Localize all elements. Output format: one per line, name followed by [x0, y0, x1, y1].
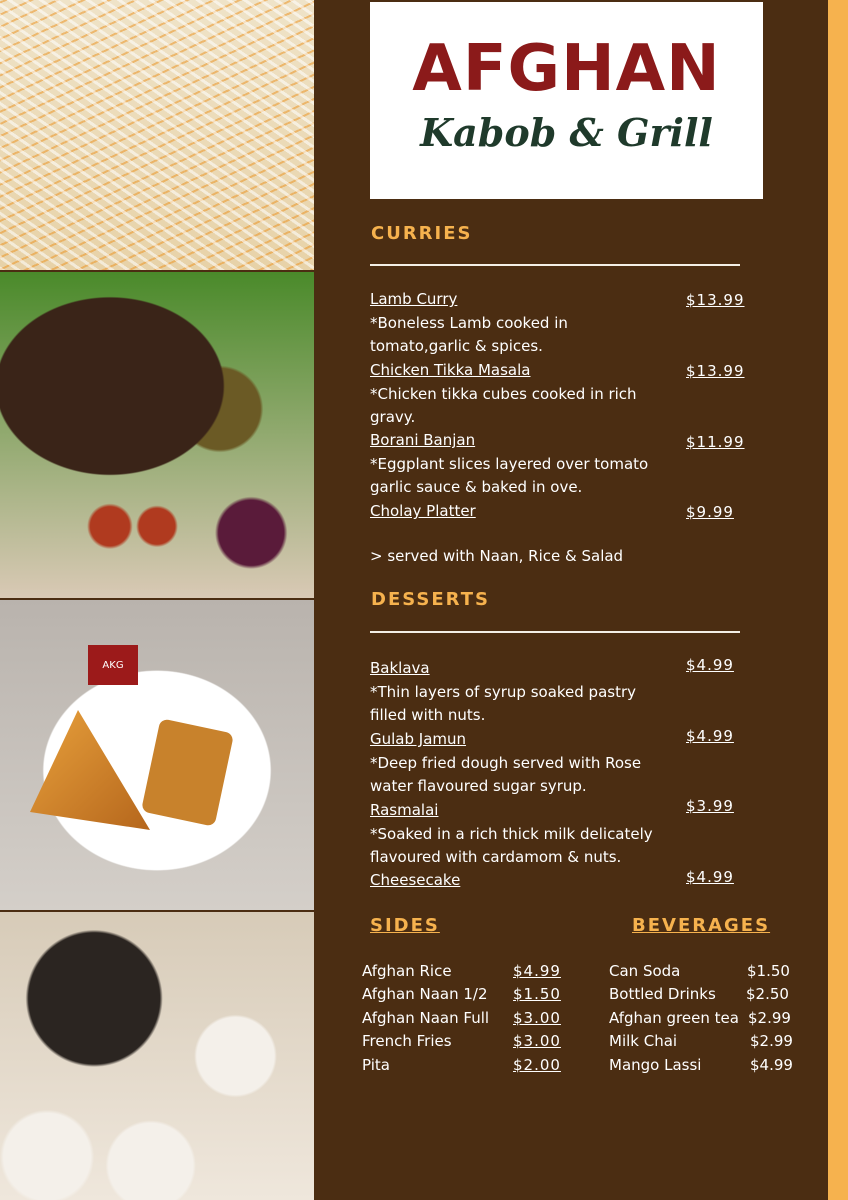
item-desc: *Chicken tikka cubes cooked in rich gravy.: [370, 384, 637, 426]
sides-row: [362, 1032, 452, 1050]
accent-stripe: [828, 0, 848, 1200]
item-price: $4.99: [686, 656, 734, 674]
item-price: $4.99: [686, 727, 734, 745]
baklava-piece: [30, 710, 150, 830]
item-desc: *Deep fried dough served with Rose water flavoured sugar syrup.: [370, 753, 642, 795]
side-price: $2.00: [513, 1056, 561, 1074]
side-price: $3.00: [513, 1032, 561, 1050]
kabob-platter-photo: [0, 272, 314, 598]
menu-item: [370, 799, 670, 870]
beverage-price: $1.50: [747, 962, 790, 980]
item-name: Borani Banjan: [370, 431, 476, 449]
item-price: $9.99: [686, 503, 734, 521]
item-price: $13.99: [686, 291, 745, 309]
item-name: Gulab Jamun: [370, 730, 467, 748]
side-name: Afghan Rice: [362, 962, 452, 980]
menu-item: [370, 657, 670, 728]
beverage-name: Milk Chai: [609, 1032, 678, 1050]
item-name: Cholay Platter: [370, 502, 476, 520]
beverage-name: Mango Lassi: [609, 1056, 702, 1074]
side-price: $4.99: [513, 962, 561, 980]
desserts-heading: DESSERTS: [371, 589, 490, 610]
sides-row: [362, 962, 452, 980]
chai-photo: [0, 912, 314, 1200]
restaurant-logo: [370, 2, 763, 199]
sides-heading: SIDES: [370, 915, 440, 936]
dessert-plate-photo: [0, 600, 314, 910]
item-price: $4.99: [686, 868, 734, 886]
item-name: Lamb Curry: [370, 290, 458, 308]
item-name: Baklava: [370, 659, 430, 677]
curries-heading: CURRIES: [371, 223, 473, 244]
side-name: Afghan Naan 1/2: [362, 985, 488, 1003]
menu-item: [370, 500, 670, 524]
menu-item: [370, 429, 670, 500]
item-name: Chicken Tikka Masala: [370, 361, 531, 379]
curries-note: > served with Naan, Rice & Salad: [370, 547, 624, 565]
curries-divider: [370, 264, 740, 266]
akg-logo: AKG: [88, 645, 138, 685]
item-name: Rasmalai: [370, 801, 439, 819]
menu-item: [370, 728, 670, 799]
item-desc: *Soaked in a rich thick milk delicately flavoured with cardamom & nuts.: [370, 824, 653, 866]
item-name: Cheesecake: [370, 871, 461, 889]
beverage-price: $2.99: [748, 1009, 791, 1027]
sides-row: [362, 985, 488, 1003]
beverage-price: $2.50: [746, 985, 789, 1003]
beverage-price: $4.99: [750, 1056, 793, 1074]
beverage-price: $2.99: [750, 1032, 793, 1050]
rice-photo: [0, 0, 314, 270]
side-name: French Fries: [362, 1032, 452, 1050]
side-price: $1.50: [513, 985, 561, 1003]
beverage-name: Bottled Drinks: [609, 985, 716, 1003]
item-price: $11.99: [686, 433, 745, 451]
item-desc: *Eggplant slices layered over tomato garlic sauce & baked in ove.: [370, 454, 649, 496]
item-price: $3.99: [686, 797, 734, 815]
side-name: Afghan Naan Full: [362, 1009, 490, 1027]
item-price: $13.99: [686, 362, 745, 380]
beverages-heading: BEVERAGES: [632, 915, 771, 936]
side-price: $3.00: [513, 1009, 561, 1027]
side-name: Pita: [362, 1056, 390, 1074]
item-desc: *Thin layers of syrup soaked pastry filled with nuts.: [370, 682, 637, 724]
logo-title: AFGHAN: [412, 32, 721, 106]
logo-subtitle: Kabob & Grill: [420, 110, 713, 155]
sides-row: [362, 1009, 489, 1027]
menu-item: [370, 359, 670, 430]
pastry-roll: [141, 718, 234, 827]
menu-item: [370, 869, 670, 893]
menu-item: [370, 288, 670, 359]
item-desc: *Boneless Lamb cooked in tomato,garlic & spices.: [370, 313, 568, 355]
photo-column: [0, 0, 314, 1200]
sides-row: [362, 1056, 390, 1074]
beverage-name: Can Soda: [609, 962, 681, 980]
desserts-divider: [370, 631, 740, 633]
beverage-name: Afghan green tea: [609, 1009, 739, 1027]
